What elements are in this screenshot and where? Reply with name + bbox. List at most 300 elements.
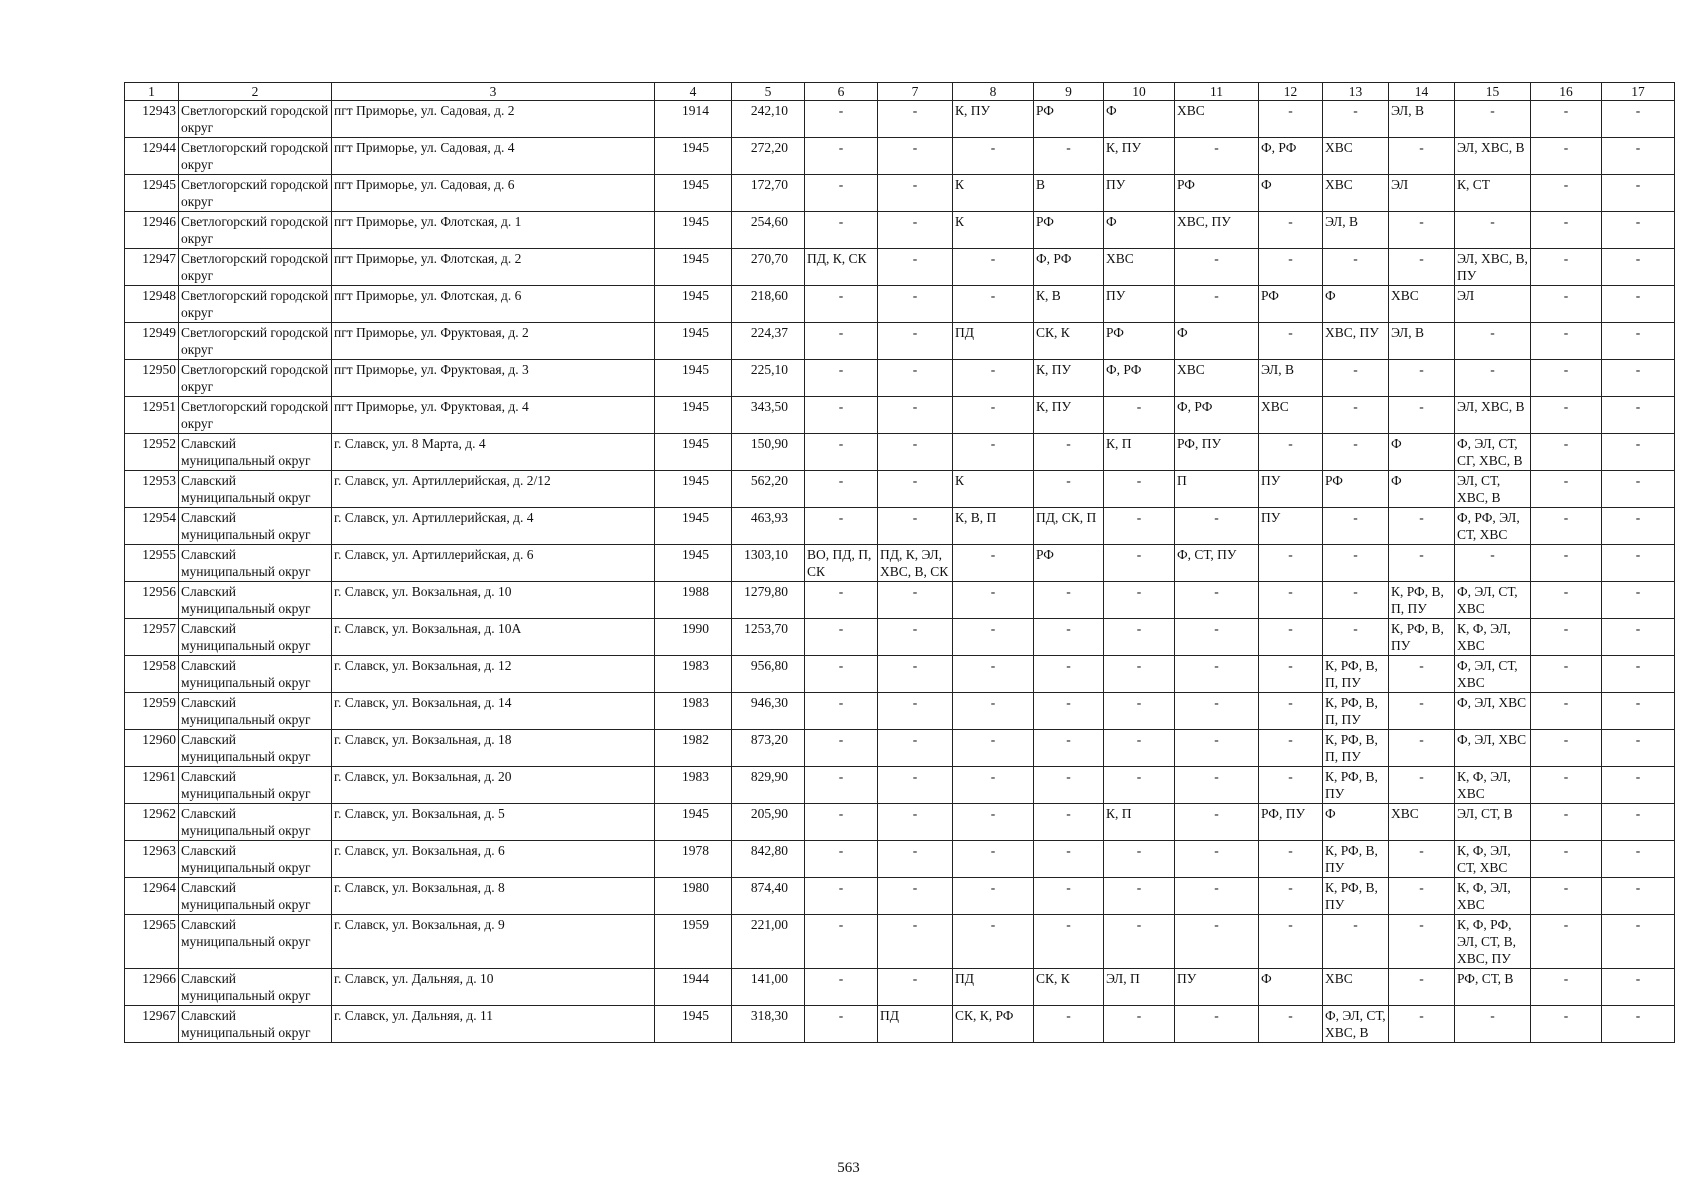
area-cell: 318,30 bbox=[732, 1006, 805, 1043]
work-type-cell: ЭЛ, В bbox=[1389, 323, 1455, 360]
work-type-cell: - bbox=[1175, 767, 1259, 804]
table-row bbox=[125, 582, 1675, 619]
work-type-cell: - bbox=[878, 249, 953, 286]
work-type-cell: К, РФ, В, П, ПУ bbox=[1323, 656, 1389, 693]
work-type-cell: - bbox=[953, 804, 1034, 841]
work-type-cell: - bbox=[878, 582, 953, 619]
work-type-cell: - bbox=[878, 434, 953, 471]
work-type-cell: - bbox=[1531, 471, 1602, 508]
municipality-cell: Светлогорский городской округ bbox=[179, 249, 332, 286]
work-type-cell: - bbox=[805, 434, 878, 471]
work-type-cell: - bbox=[1034, 1006, 1104, 1043]
work-type-cell: - bbox=[1259, 249, 1323, 286]
table-row bbox=[125, 915, 1675, 969]
work-type-cell: - bbox=[1259, 693, 1323, 730]
address-cell: г. Славск, ул. Вокзальная, д. 10 bbox=[332, 582, 655, 619]
work-type-cell: РФ, ПУ bbox=[1259, 804, 1323, 841]
year-cell: 1945 bbox=[655, 471, 732, 508]
work-type-cell: - bbox=[953, 693, 1034, 730]
work-type-cell: - bbox=[1175, 582, 1259, 619]
work-type-cell: - bbox=[805, 878, 878, 915]
work-type-cell: - bbox=[1259, 767, 1323, 804]
work-type-cell: - bbox=[1175, 656, 1259, 693]
row-number-cell: 12954 bbox=[125, 508, 179, 545]
year-cell: 1945 bbox=[655, 397, 732, 434]
work-type-cell: - bbox=[878, 767, 953, 804]
municipality-cell: Славский муниципальный округ bbox=[179, 841, 332, 878]
year-cell: 1945 bbox=[655, 175, 732, 212]
work-type-cell: К, СТ bbox=[1455, 175, 1531, 212]
row-number-cell: 12963 bbox=[125, 841, 179, 878]
work-type-cell: ПУ bbox=[1104, 175, 1175, 212]
row-number-cell: 12945 bbox=[125, 175, 179, 212]
address-cell: г. Славск, ул. Дальняя, д. 11 bbox=[332, 1006, 655, 1043]
area-cell: 873,20 bbox=[732, 730, 805, 767]
work-type-cell: - bbox=[878, 804, 953, 841]
row-number-cell: 12956 bbox=[125, 582, 179, 619]
area-cell: 172,70 bbox=[732, 175, 805, 212]
work-type-cell: - bbox=[1531, 434, 1602, 471]
work-type-cell: - bbox=[1259, 323, 1323, 360]
column-header-12: 12 bbox=[1259, 83, 1323, 101]
work-type-cell: - bbox=[1034, 138, 1104, 175]
address-cell: г. Славск, ул. Вокзальная, д. 8 bbox=[332, 878, 655, 915]
work-type-cell: ЭЛ, СТ, В bbox=[1455, 804, 1531, 841]
work-type-cell: - bbox=[1175, 878, 1259, 915]
work-type-cell: - bbox=[1389, 841, 1455, 878]
work-type-cell: ПУ bbox=[1104, 286, 1175, 323]
work-type-cell: - bbox=[1389, 915, 1455, 969]
table-body bbox=[125, 101, 1675, 1043]
work-type-cell: ЭЛ bbox=[1455, 286, 1531, 323]
work-type-cell: ЭЛ, В bbox=[1259, 360, 1323, 397]
area-cell: 562,20 bbox=[732, 471, 805, 508]
municipality-cell: Светлогорский городской округ bbox=[179, 323, 332, 360]
work-type-cell: - bbox=[1531, 1006, 1602, 1043]
work-type-cell: - bbox=[1259, 730, 1323, 767]
work-type-cell: - bbox=[878, 878, 953, 915]
work-type-cell: - bbox=[805, 915, 878, 969]
area-cell: 1279,80 bbox=[732, 582, 805, 619]
municipality-cell: Славский муниципальный округ bbox=[179, 582, 332, 619]
work-type-cell: - bbox=[1455, 212, 1531, 249]
work-type-cell: В bbox=[1034, 175, 1104, 212]
work-type-cell: - bbox=[1602, 471, 1675, 508]
work-type-cell: - bbox=[1104, 1006, 1175, 1043]
work-type-cell: К, РФ, В, П, ПУ bbox=[1323, 730, 1389, 767]
column-header-14: 14 bbox=[1389, 83, 1455, 101]
work-type-cell: - bbox=[805, 582, 878, 619]
work-type-cell: - bbox=[1602, 508, 1675, 545]
year-cell: 1944 bbox=[655, 969, 732, 1006]
work-type-cell: - bbox=[1034, 915, 1104, 969]
work-type-cell: - bbox=[1389, 767, 1455, 804]
work-type-cell: ХВС bbox=[1323, 138, 1389, 175]
column-header-1: 1 bbox=[125, 83, 179, 101]
work-type-cell: ЭЛ, СТ, ХВС, В bbox=[1455, 471, 1531, 508]
work-type-cell: ХВС bbox=[1389, 286, 1455, 323]
row-number-cell: 12958 bbox=[125, 656, 179, 693]
work-type-cell: - bbox=[1034, 471, 1104, 508]
column-header-5: 5 bbox=[732, 83, 805, 101]
work-type-cell: - bbox=[1531, 175, 1602, 212]
row-number-cell: 12964 bbox=[125, 878, 179, 915]
work-type-cell: - bbox=[805, 730, 878, 767]
table-row bbox=[125, 138, 1675, 175]
work-type-cell: ПУ bbox=[1175, 969, 1259, 1006]
work-type-cell: - bbox=[1034, 767, 1104, 804]
work-type-cell: - bbox=[1259, 1006, 1323, 1043]
work-type-cell: ПД, СК, П bbox=[1034, 508, 1104, 545]
row-number-cell: 12966 bbox=[125, 969, 179, 1006]
work-type-cell: К, Ф, ЭЛ, СТ, ХВС bbox=[1455, 841, 1531, 878]
work-type-cell: ЭЛ, П bbox=[1104, 969, 1175, 1006]
work-type-cell: - bbox=[1389, 1006, 1455, 1043]
column-header-3: 3 bbox=[332, 83, 655, 101]
work-type-cell: - bbox=[805, 804, 878, 841]
year-cell: 1980 bbox=[655, 878, 732, 915]
work-type-cell: ХВС, ПУ bbox=[1323, 323, 1389, 360]
work-type-cell: - bbox=[1531, 730, 1602, 767]
work-type-cell: СК, К bbox=[1034, 969, 1104, 1006]
address-cell: пгт Приморье, ул. Фруктовая, д. 3 bbox=[332, 360, 655, 397]
work-type-cell: - bbox=[1175, 619, 1259, 656]
work-type-cell: ХВС bbox=[1175, 101, 1259, 138]
table-row bbox=[125, 656, 1675, 693]
work-type-cell: К, РФ, В, ПУ bbox=[1323, 767, 1389, 804]
work-type-cell: К, РФ, В, ПУ bbox=[1323, 878, 1389, 915]
work-type-cell: - bbox=[1175, 915, 1259, 969]
table-row bbox=[125, 360, 1675, 397]
work-type-cell: Ф bbox=[1175, 323, 1259, 360]
year-cell: 1945 bbox=[655, 212, 732, 249]
work-type-cell: - bbox=[1323, 508, 1389, 545]
table-row bbox=[125, 508, 1675, 545]
work-type-cell: - bbox=[1531, 249, 1602, 286]
work-type-cell: ПУ bbox=[1259, 471, 1323, 508]
address-cell: г. Славск, ул. Вокзальная, д. 5 bbox=[332, 804, 655, 841]
address-cell: г. Славск, ул. Артиллерийская, д. 2/12 bbox=[332, 471, 655, 508]
work-type-cell: - bbox=[1531, 915, 1602, 969]
work-type-cell: ЭЛ, ХВС, В bbox=[1455, 138, 1531, 175]
table-row bbox=[125, 878, 1675, 915]
work-type-cell: - bbox=[1323, 397, 1389, 434]
work-type-cell: - bbox=[1104, 471, 1175, 508]
work-type-cell: ХВС, ПУ bbox=[1175, 212, 1259, 249]
work-type-cell: - bbox=[805, 101, 878, 138]
work-type-cell: - bbox=[1323, 915, 1389, 969]
address-cell: г. Славск, ул. Вокзальная, д. 14 bbox=[332, 693, 655, 730]
address-cell: г. Славск, ул. Вокзальная, д. 18 bbox=[332, 730, 655, 767]
address-cell: г. Славск, ул. Вокзальная, д. 9 bbox=[332, 915, 655, 969]
work-type-cell: - bbox=[1104, 619, 1175, 656]
work-type-cell: - bbox=[1175, 508, 1259, 545]
table-row bbox=[125, 730, 1675, 767]
work-type-cell: - bbox=[1175, 1006, 1259, 1043]
address-cell: пгт Приморье, ул. Садовая, д. 2 bbox=[332, 101, 655, 138]
address-cell: г. Славск, ул. Вокзальная, д. 20 bbox=[332, 767, 655, 804]
table-row bbox=[125, 323, 1675, 360]
area-cell: 141,00 bbox=[732, 969, 805, 1006]
work-type-cell: - bbox=[805, 969, 878, 1006]
work-type-cell: СК, К bbox=[1034, 323, 1104, 360]
column-header-2: 2 bbox=[179, 83, 332, 101]
work-type-cell: - bbox=[1531, 878, 1602, 915]
work-type-cell: - bbox=[1034, 804, 1104, 841]
work-type-cell: РФ bbox=[1175, 175, 1259, 212]
work-type-cell: - bbox=[1602, 545, 1675, 582]
work-type-cell: - bbox=[1531, 767, 1602, 804]
work-type-cell: - bbox=[1455, 1006, 1531, 1043]
address-cell: пгт Приморье, ул. Флотская, д. 1 bbox=[332, 212, 655, 249]
work-type-cell: ХВС bbox=[1259, 397, 1323, 434]
column-header-4: 4 bbox=[655, 83, 732, 101]
address-cell: пгт Приморье, ул. Флотская, д. 2 bbox=[332, 249, 655, 286]
area-cell: 218,60 bbox=[732, 286, 805, 323]
work-type-cell: - bbox=[805, 360, 878, 397]
work-type-cell: - bbox=[1034, 434, 1104, 471]
row-number-cell: 12953 bbox=[125, 471, 179, 508]
work-type-cell: - bbox=[1389, 138, 1455, 175]
work-type-cell: - bbox=[953, 730, 1034, 767]
row-number-cell: 12959 bbox=[125, 693, 179, 730]
table-row bbox=[125, 434, 1675, 471]
work-type-cell: К, Ф, ЭЛ, ХВС bbox=[1455, 878, 1531, 915]
year-cell: 1988 bbox=[655, 582, 732, 619]
work-type-cell: - bbox=[1389, 969, 1455, 1006]
work-type-cell: - bbox=[1104, 397, 1175, 434]
address-cell: г. Славск, ул. 8 Марта, д. 4 bbox=[332, 434, 655, 471]
area-cell: 956,80 bbox=[732, 656, 805, 693]
work-type-cell: - bbox=[1259, 841, 1323, 878]
work-type-cell: - bbox=[805, 138, 878, 175]
work-type-cell: К, ПУ bbox=[1034, 360, 1104, 397]
work-type-cell: ХВС bbox=[1323, 175, 1389, 212]
municipality-cell: Славский муниципальный округ bbox=[179, 804, 332, 841]
work-type-cell: - bbox=[878, 730, 953, 767]
address-cell: пгт Приморье, ул. Садовая, д. 6 bbox=[332, 175, 655, 212]
table-row bbox=[125, 397, 1675, 434]
municipality-cell: Славский муниципальный округ bbox=[179, 730, 332, 767]
work-type-cell: Ф, ЭЛ, СТ, ХВС bbox=[1455, 656, 1531, 693]
row-number-cell: 12961 bbox=[125, 767, 179, 804]
row-number-cell: 12962 bbox=[125, 804, 179, 841]
work-type-cell: - bbox=[1323, 249, 1389, 286]
work-type-cell: Ф, ЭЛ, СТ, СГ, ХВС, В bbox=[1455, 434, 1531, 471]
work-type-cell: Ф, ЭЛ, ХВС bbox=[1455, 730, 1531, 767]
work-type-cell: - bbox=[1104, 878, 1175, 915]
work-type-cell: - bbox=[1531, 693, 1602, 730]
year-cell: 1983 bbox=[655, 693, 732, 730]
year-cell: 1945 bbox=[655, 249, 732, 286]
row-number-cell: 12951 bbox=[125, 397, 179, 434]
work-type-cell: - bbox=[1259, 915, 1323, 969]
work-type-cell: - bbox=[953, 249, 1034, 286]
row-number-cell: 12967 bbox=[125, 1006, 179, 1043]
header-row bbox=[125, 83, 1675, 101]
work-type-cell: - bbox=[1531, 582, 1602, 619]
work-type-cell: - bbox=[1602, 397, 1675, 434]
work-type-cell: - bbox=[1531, 101, 1602, 138]
work-type-cell: - bbox=[1531, 397, 1602, 434]
column-header-15: 15 bbox=[1455, 83, 1531, 101]
work-type-cell: - bbox=[1104, 545, 1175, 582]
work-type-cell: - bbox=[1531, 804, 1602, 841]
work-type-cell: - bbox=[1602, 249, 1675, 286]
address-cell: г. Славск, ул. Вокзальная, д. 10А bbox=[332, 619, 655, 656]
work-type-cell: - bbox=[1531, 841, 1602, 878]
year-cell: 1983 bbox=[655, 656, 732, 693]
work-type-cell: Ф, РФ bbox=[1175, 397, 1259, 434]
work-type-cell: - bbox=[1104, 915, 1175, 969]
work-type-cell: - bbox=[1602, 841, 1675, 878]
work-type-cell: - bbox=[1602, 1006, 1675, 1043]
work-type-cell: - bbox=[878, 619, 953, 656]
work-type-cell: - bbox=[1455, 545, 1531, 582]
work-type-cell: - bbox=[878, 471, 953, 508]
work-type-cell: - bbox=[953, 286, 1034, 323]
municipality-cell: Славский муниципальный округ bbox=[179, 1006, 332, 1043]
row-number-cell: 12957 bbox=[125, 619, 179, 656]
year-cell: 1945 bbox=[655, 1006, 732, 1043]
work-type-cell: ХВС bbox=[1104, 249, 1175, 286]
row-number-cell: 12950 bbox=[125, 360, 179, 397]
work-type-cell: РФ bbox=[1104, 323, 1175, 360]
work-type-cell: - bbox=[1323, 545, 1389, 582]
area-cell: 225,10 bbox=[732, 360, 805, 397]
work-type-cell: - bbox=[878, 175, 953, 212]
column-header-13: 13 bbox=[1323, 83, 1389, 101]
municipality-cell: Славский муниципальный округ bbox=[179, 471, 332, 508]
row-number-cell: 12960 bbox=[125, 730, 179, 767]
area-cell: 254,60 bbox=[732, 212, 805, 249]
table-row bbox=[125, 249, 1675, 286]
year-cell: 1990 bbox=[655, 619, 732, 656]
work-type-cell: - bbox=[878, 101, 953, 138]
work-type-cell: - bbox=[1175, 138, 1259, 175]
work-type-cell: - bbox=[1034, 582, 1104, 619]
row-number-cell: 12948 bbox=[125, 286, 179, 323]
area-cell: 343,50 bbox=[732, 397, 805, 434]
column-header-9: 9 bbox=[1034, 83, 1104, 101]
work-type-cell: К, В bbox=[1034, 286, 1104, 323]
address-cell: пгт Приморье, ул. Фруктовая, д. 2 bbox=[332, 323, 655, 360]
municipality-cell: Славский муниципальный округ bbox=[179, 878, 332, 915]
municipality-cell: Славский муниципальный округ bbox=[179, 508, 332, 545]
work-type-cell: - bbox=[805, 212, 878, 249]
work-type-cell: Ф bbox=[1389, 434, 1455, 471]
work-type-cell: - bbox=[1104, 656, 1175, 693]
work-type-cell: - bbox=[878, 969, 953, 1006]
area-cell: 205,90 bbox=[732, 804, 805, 841]
work-type-cell: - bbox=[1531, 619, 1602, 656]
year-cell: 1983 bbox=[655, 767, 732, 804]
work-type-cell: - bbox=[1104, 582, 1175, 619]
work-type-cell: - bbox=[1034, 730, 1104, 767]
work-type-cell: - bbox=[1259, 656, 1323, 693]
work-type-cell: - bbox=[1389, 693, 1455, 730]
work-type-cell: - bbox=[1389, 212, 1455, 249]
work-type-cell: - bbox=[1034, 841, 1104, 878]
area-cell: 1303,10 bbox=[732, 545, 805, 582]
work-type-cell: - bbox=[805, 286, 878, 323]
work-type-cell: К, В, П bbox=[953, 508, 1034, 545]
work-type-cell: - bbox=[1389, 360, 1455, 397]
work-type-cell: - bbox=[878, 656, 953, 693]
work-type-cell: - bbox=[805, 656, 878, 693]
work-type-cell: К, П bbox=[1104, 804, 1175, 841]
municipality-cell: Славский муниципальный округ bbox=[179, 545, 332, 582]
work-type-cell: ЭЛ, ХВС, В bbox=[1455, 397, 1531, 434]
work-type-cell: Ф bbox=[1323, 804, 1389, 841]
work-type-cell: - bbox=[1602, 175, 1675, 212]
work-type-cell: - bbox=[1602, 693, 1675, 730]
work-type-cell: К, ПУ bbox=[1034, 397, 1104, 434]
table-row bbox=[125, 545, 1675, 582]
work-type-cell: К, РФ, В, П, ПУ bbox=[1389, 582, 1455, 619]
work-type-cell: - bbox=[953, 360, 1034, 397]
work-type-cell: - bbox=[1104, 508, 1175, 545]
row-number-cell: 12952 bbox=[125, 434, 179, 471]
work-type-cell: ХВС bbox=[1175, 360, 1259, 397]
work-type-cell: Ф bbox=[1104, 101, 1175, 138]
work-type-cell: Ф, СТ, ПУ bbox=[1175, 545, 1259, 582]
work-type-cell: - bbox=[1389, 397, 1455, 434]
year-cell: 1959 bbox=[655, 915, 732, 969]
work-type-cell: - bbox=[1531, 656, 1602, 693]
work-type-cell: Ф bbox=[1104, 212, 1175, 249]
work-type-cell: - bbox=[1602, 619, 1675, 656]
municipality-cell: Славский муниципальный округ bbox=[179, 767, 332, 804]
year-cell: 1945 bbox=[655, 138, 732, 175]
work-type-cell: - bbox=[953, 138, 1034, 175]
work-type-cell: - bbox=[1389, 249, 1455, 286]
row-number-cell: 12943 bbox=[125, 101, 179, 138]
work-type-cell: СК, К, РФ bbox=[953, 1006, 1034, 1043]
year-cell: 1945 bbox=[655, 508, 732, 545]
table-row bbox=[125, 693, 1675, 730]
work-type-cell: - bbox=[953, 545, 1034, 582]
row-number-cell: 12947 bbox=[125, 249, 179, 286]
municipality-cell: Славский муниципальный округ bbox=[179, 434, 332, 471]
work-type-cell: - bbox=[805, 323, 878, 360]
row-number-cell: 12949 bbox=[125, 323, 179, 360]
work-type-cell: - bbox=[1531, 323, 1602, 360]
work-type-cell: - bbox=[953, 767, 1034, 804]
work-type-cell: ПД, К, СК bbox=[805, 249, 878, 286]
work-type-cell: - bbox=[805, 397, 878, 434]
work-type-cell: - bbox=[1259, 619, 1323, 656]
area-cell: 270,70 bbox=[732, 249, 805, 286]
work-type-cell: ПД bbox=[953, 969, 1034, 1006]
work-type-cell: - bbox=[1602, 804, 1675, 841]
area-cell: 1253,70 bbox=[732, 619, 805, 656]
area-cell: 463,93 bbox=[732, 508, 805, 545]
row-number-cell: 12946 bbox=[125, 212, 179, 249]
work-type-cell: - bbox=[1323, 619, 1389, 656]
area-cell: 829,90 bbox=[732, 767, 805, 804]
municipality-cell: Славский муниципальный округ bbox=[179, 693, 332, 730]
table-row bbox=[125, 212, 1675, 249]
work-type-cell: - bbox=[878, 508, 953, 545]
work-type-cell: - bbox=[1602, 767, 1675, 804]
year-cell: 1914 bbox=[655, 101, 732, 138]
area-cell: 842,80 bbox=[732, 841, 805, 878]
work-type-cell: - bbox=[1602, 582, 1675, 619]
work-type-cell: ЭЛ, В bbox=[1389, 101, 1455, 138]
column-header-11: 11 bbox=[1175, 83, 1259, 101]
work-type-cell: - bbox=[805, 1006, 878, 1043]
